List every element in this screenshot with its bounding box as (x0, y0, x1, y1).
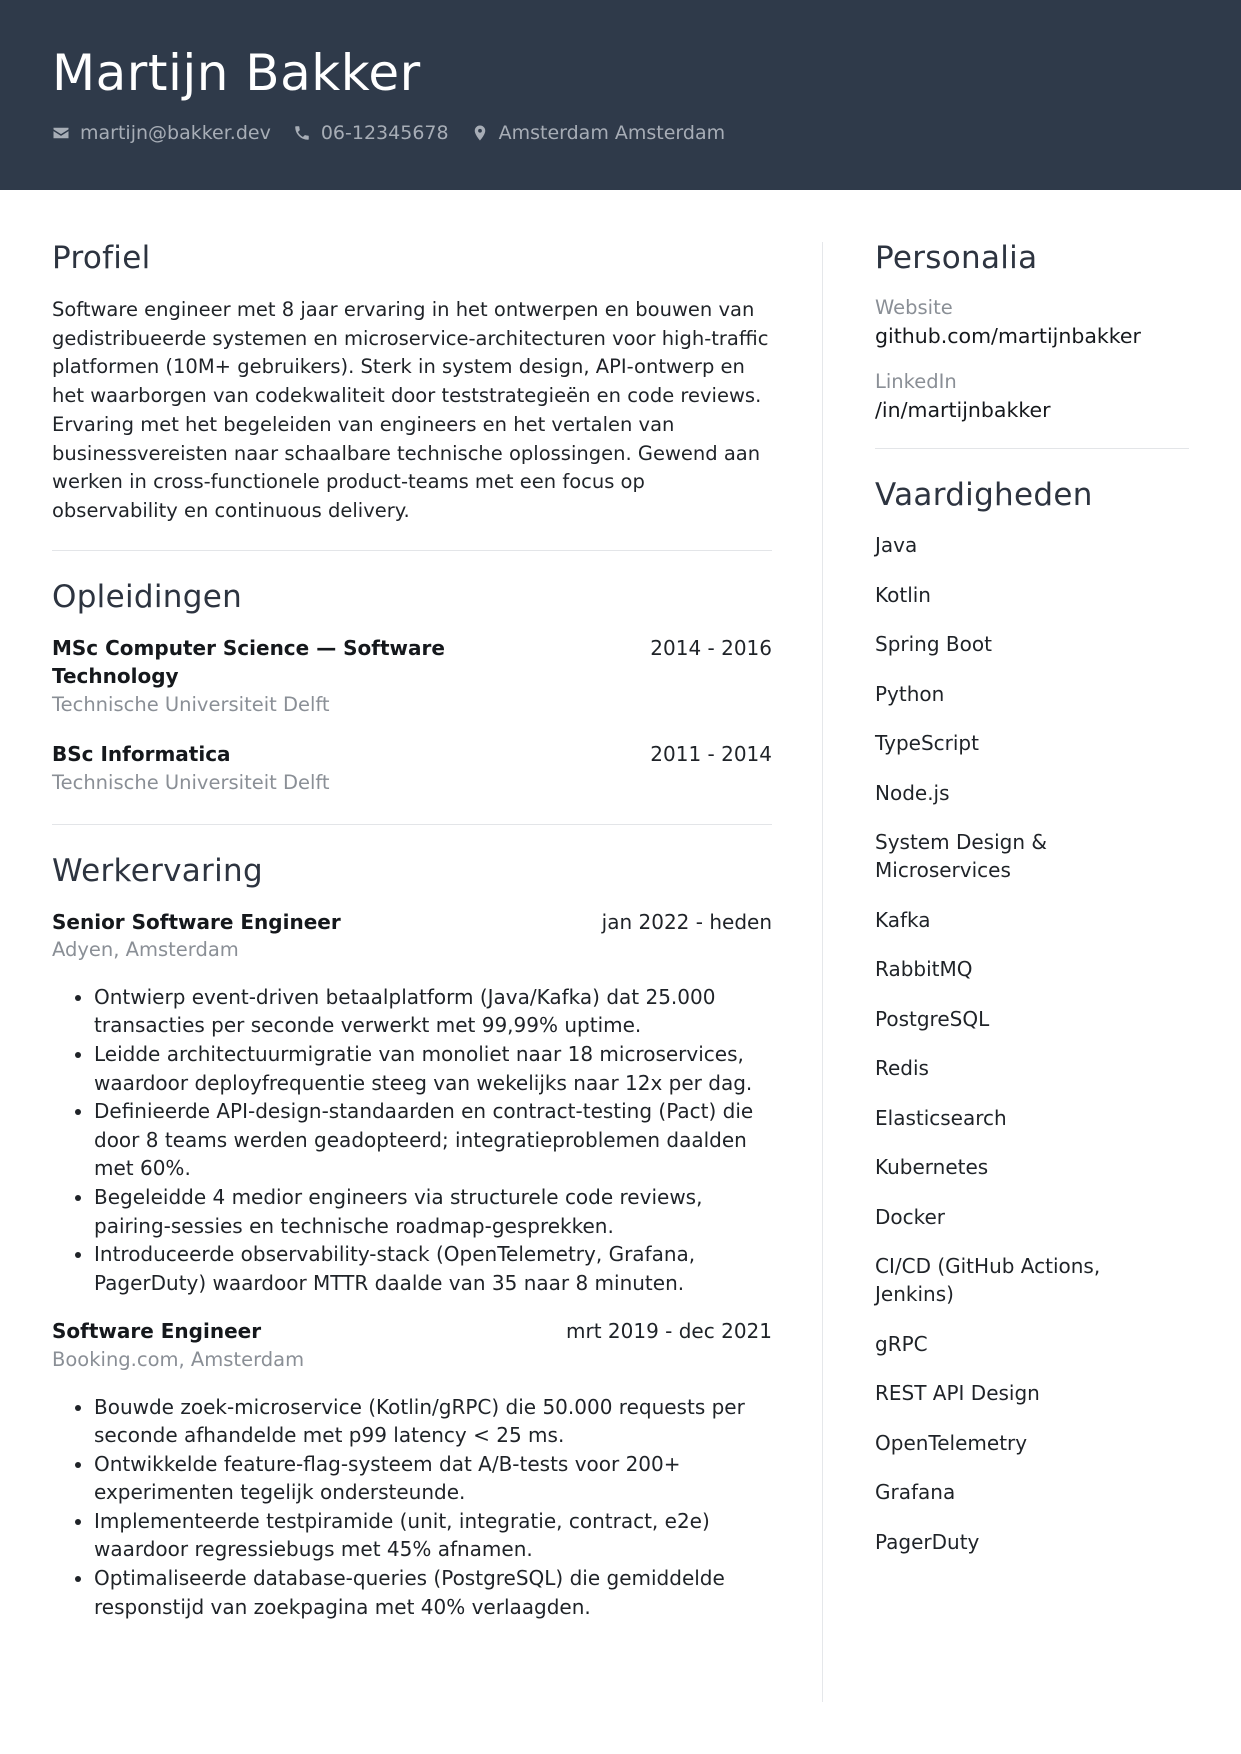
degree-title: MSc Computer Science — Software Technology (52, 635, 445, 689)
skill-item: Kotlin (875, 582, 931, 607)
achievement-item: • Ontwikkelde feature-flag-systeem dat A/B-tests voor 200+ experimenten tegelijk ondersteunde. (94, 1450, 772, 1507)
location-text: Amsterdam Amsterdam (498, 122, 726, 144)
personal-section (875, 240, 1189, 424)
degree-title: BSc Informatica (52, 742, 231, 767)
skill-item: Grafana (875, 1480, 956, 1504)
linkedin-block (875, 368, 1189, 424)
achievement-item: • Leidde architectuurmigratie van monoliet naar 18 microservices, waardoor deployfrequentie steeg van wekelijks naar 12x per dag. (94, 1040, 772, 1097)
main-column (52, 240, 772, 1621)
contact-bar (52, 122, 747, 144)
skill-item: Spring Boot (875, 632, 992, 656)
skill-item: Redis (875, 1056, 929, 1080)
profile-text: Software engineer met 8 jaar ervaring in het ontwerpen en bouwen van gedistribueerde systemen en microservice-architecturen voor high-traffic platformen (10M+ gebruikers). Sterk in system design, API-ontwerp en het waarborgen van codekwaliteit door teststrategieën en code reviews. Ervaring met het begeleiden van engineers en het vertalen van businessvereisten naar schaalbare technische oplossingen. Gewend aan werken in cross-functionele product-teams met een focus op observability en continuous delivery. (52, 298, 769, 522)
email-text: martijn@bakker.dev (80, 122, 271, 144)
website-label: Website (875, 296, 953, 319)
achievement-item: • Implementeerde testpiramide (unit, integratie, contract, e2e) waardoor regressiebugs met 45% afnamen. (94, 1507, 772, 1564)
job-company: Booking.com, Amsterdam (52, 1347, 305, 1371)
education-heading: Opleidingen (52, 578, 243, 615)
work-heading: Werkervaring (52, 852, 263, 889)
work-section (52, 853, 772, 1622)
phone-icon (293, 124, 311, 142)
achievement-item: • Optimaliseerde database-queries (PostgreSQL) die gemiddelde responstijd van zoekpagina met 40% verlaagden. (94, 1564, 772, 1621)
institution: Technische Universiteit Delft (52, 692, 330, 716)
candidate-name: Martijn Bakker (52, 44, 421, 102)
skill-item: Python (875, 681, 945, 706)
skill-item: Elasticsearch (875, 1105, 1007, 1130)
job-entry (52, 1317, 772, 1621)
phone-text: 06-12345678 (320, 122, 449, 144)
skills-heading: Vaardigheden (875, 477, 1093, 513)
map-pin-icon (471, 124, 489, 142)
envelope-icon (52, 124, 70, 142)
job-achievements (52, 983, 772, 1298)
skill-item: gRPC (875, 1331, 928, 1356)
personal-heading: Personalia (875, 240, 1038, 276)
skill-item: CI/CD (GitHub Actions, Jenkins) (875, 1254, 1101, 1306)
achievement-item: • Begeleidde 4 medior engineers via structurele code reviews, pairing-sessies en technische roadmap-gesprekken. (94, 1183, 772, 1240)
profile-section (52, 240, 772, 526)
website-link[interactable]: github.com/martijnbakker (875, 324, 1141, 348)
skill-item: OpenTelemetry (875, 1430, 1028, 1455)
skill-item: Node.js (875, 780, 950, 805)
education-section (52, 579, 772, 798)
job-dates: jan 2022 - heden (601, 909, 772, 934)
linkedin-label: LinkedIn (875, 370, 957, 393)
job-entry (52, 908, 772, 1298)
contact-location (471, 122, 726, 144)
header (0, 0, 1241, 190)
institution: Technische Universiteit Delft (52, 771, 330, 794)
skill-item: System Design & Microservices (875, 830, 1047, 882)
section-divider (875, 448, 1189, 449)
achievement-item: • Bouwde zoek-microservice (Kotlin/gRPC) die 50.000 requests per seconde afhandelde met p99 latency < 25 ms. (94, 1393, 772, 1450)
skill-item: Kubernetes (875, 1155, 989, 1179)
job-company: Adyen, Amsterdam (52, 938, 239, 962)
education-entry (52, 740, 772, 797)
website-block (875, 294, 1189, 350)
job-dates: mrt 2019 - dec 2021 (566, 1319, 772, 1344)
linkedin-link[interactable]: /in/martijnbakker (875, 398, 1051, 422)
education-entry (52, 634, 772, 720)
achievement-item: • Introduceerde observability-stack (OpenTelemetry, Grafana, PagerDuty) waardoor MTTR daalde van 35 naar 8 minuten. (94, 1240, 772, 1297)
education-dates: 2011 - 2014 (650, 742, 772, 767)
skill-item: RabbitMQ (875, 957, 973, 981)
skill-item: TypeScript (875, 731, 979, 755)
achievement-item: • Definieerde API-design-standaarden en contract-testing (Pact) die door 8 teams werden geadopteerd; integratieproblemen daalden met 60%. (94, 1097, 772, 1183)
skill-item: PostgreSQL (875, 1006, 990, 1031)
contact-email[interactable] (52, 122, 271, 144)
skill-item: Docker (875, 1204, 946, 1229)
skill-item: Kafka (875, 907, 931, 932)
profile-heading: Profiel (52, 240, 151, 276)
skill-item: PagerDuty (875, 1529, 980, 1554)
section-divider (52, 550, 772, 551)
job-title: Senior Software Engineer (52, 909, 341, 934)
job-achievements (52, 1393, 772, 1622)
achievement-item: • Ontwierp event-driven betaalplatform (Java/Kafka) dat 25.000 transacties per seconde verwerkt met 99,99% uptime. (94, 983, 772, 1040)
sidebar (875, 240, 1189, 1577)
skills-list (875, 531, 1189, 1556)
column-divider (822, 242, 823, 1702)
skill-item: REST API Design (875, 1381, 1040, 1405)
skill-item: Java (875, 533, 918, 557)
job-title: Software Engineer (52, 1319, 262, 1344)
skills-section (875, 477, 1189, 1556)
education-dates: 2014 - 2016 (650, 635, 772, 660)
section-divider (52, 824, 772, 825)
contact-phone[interactable] (293, 122, 449, 144)
